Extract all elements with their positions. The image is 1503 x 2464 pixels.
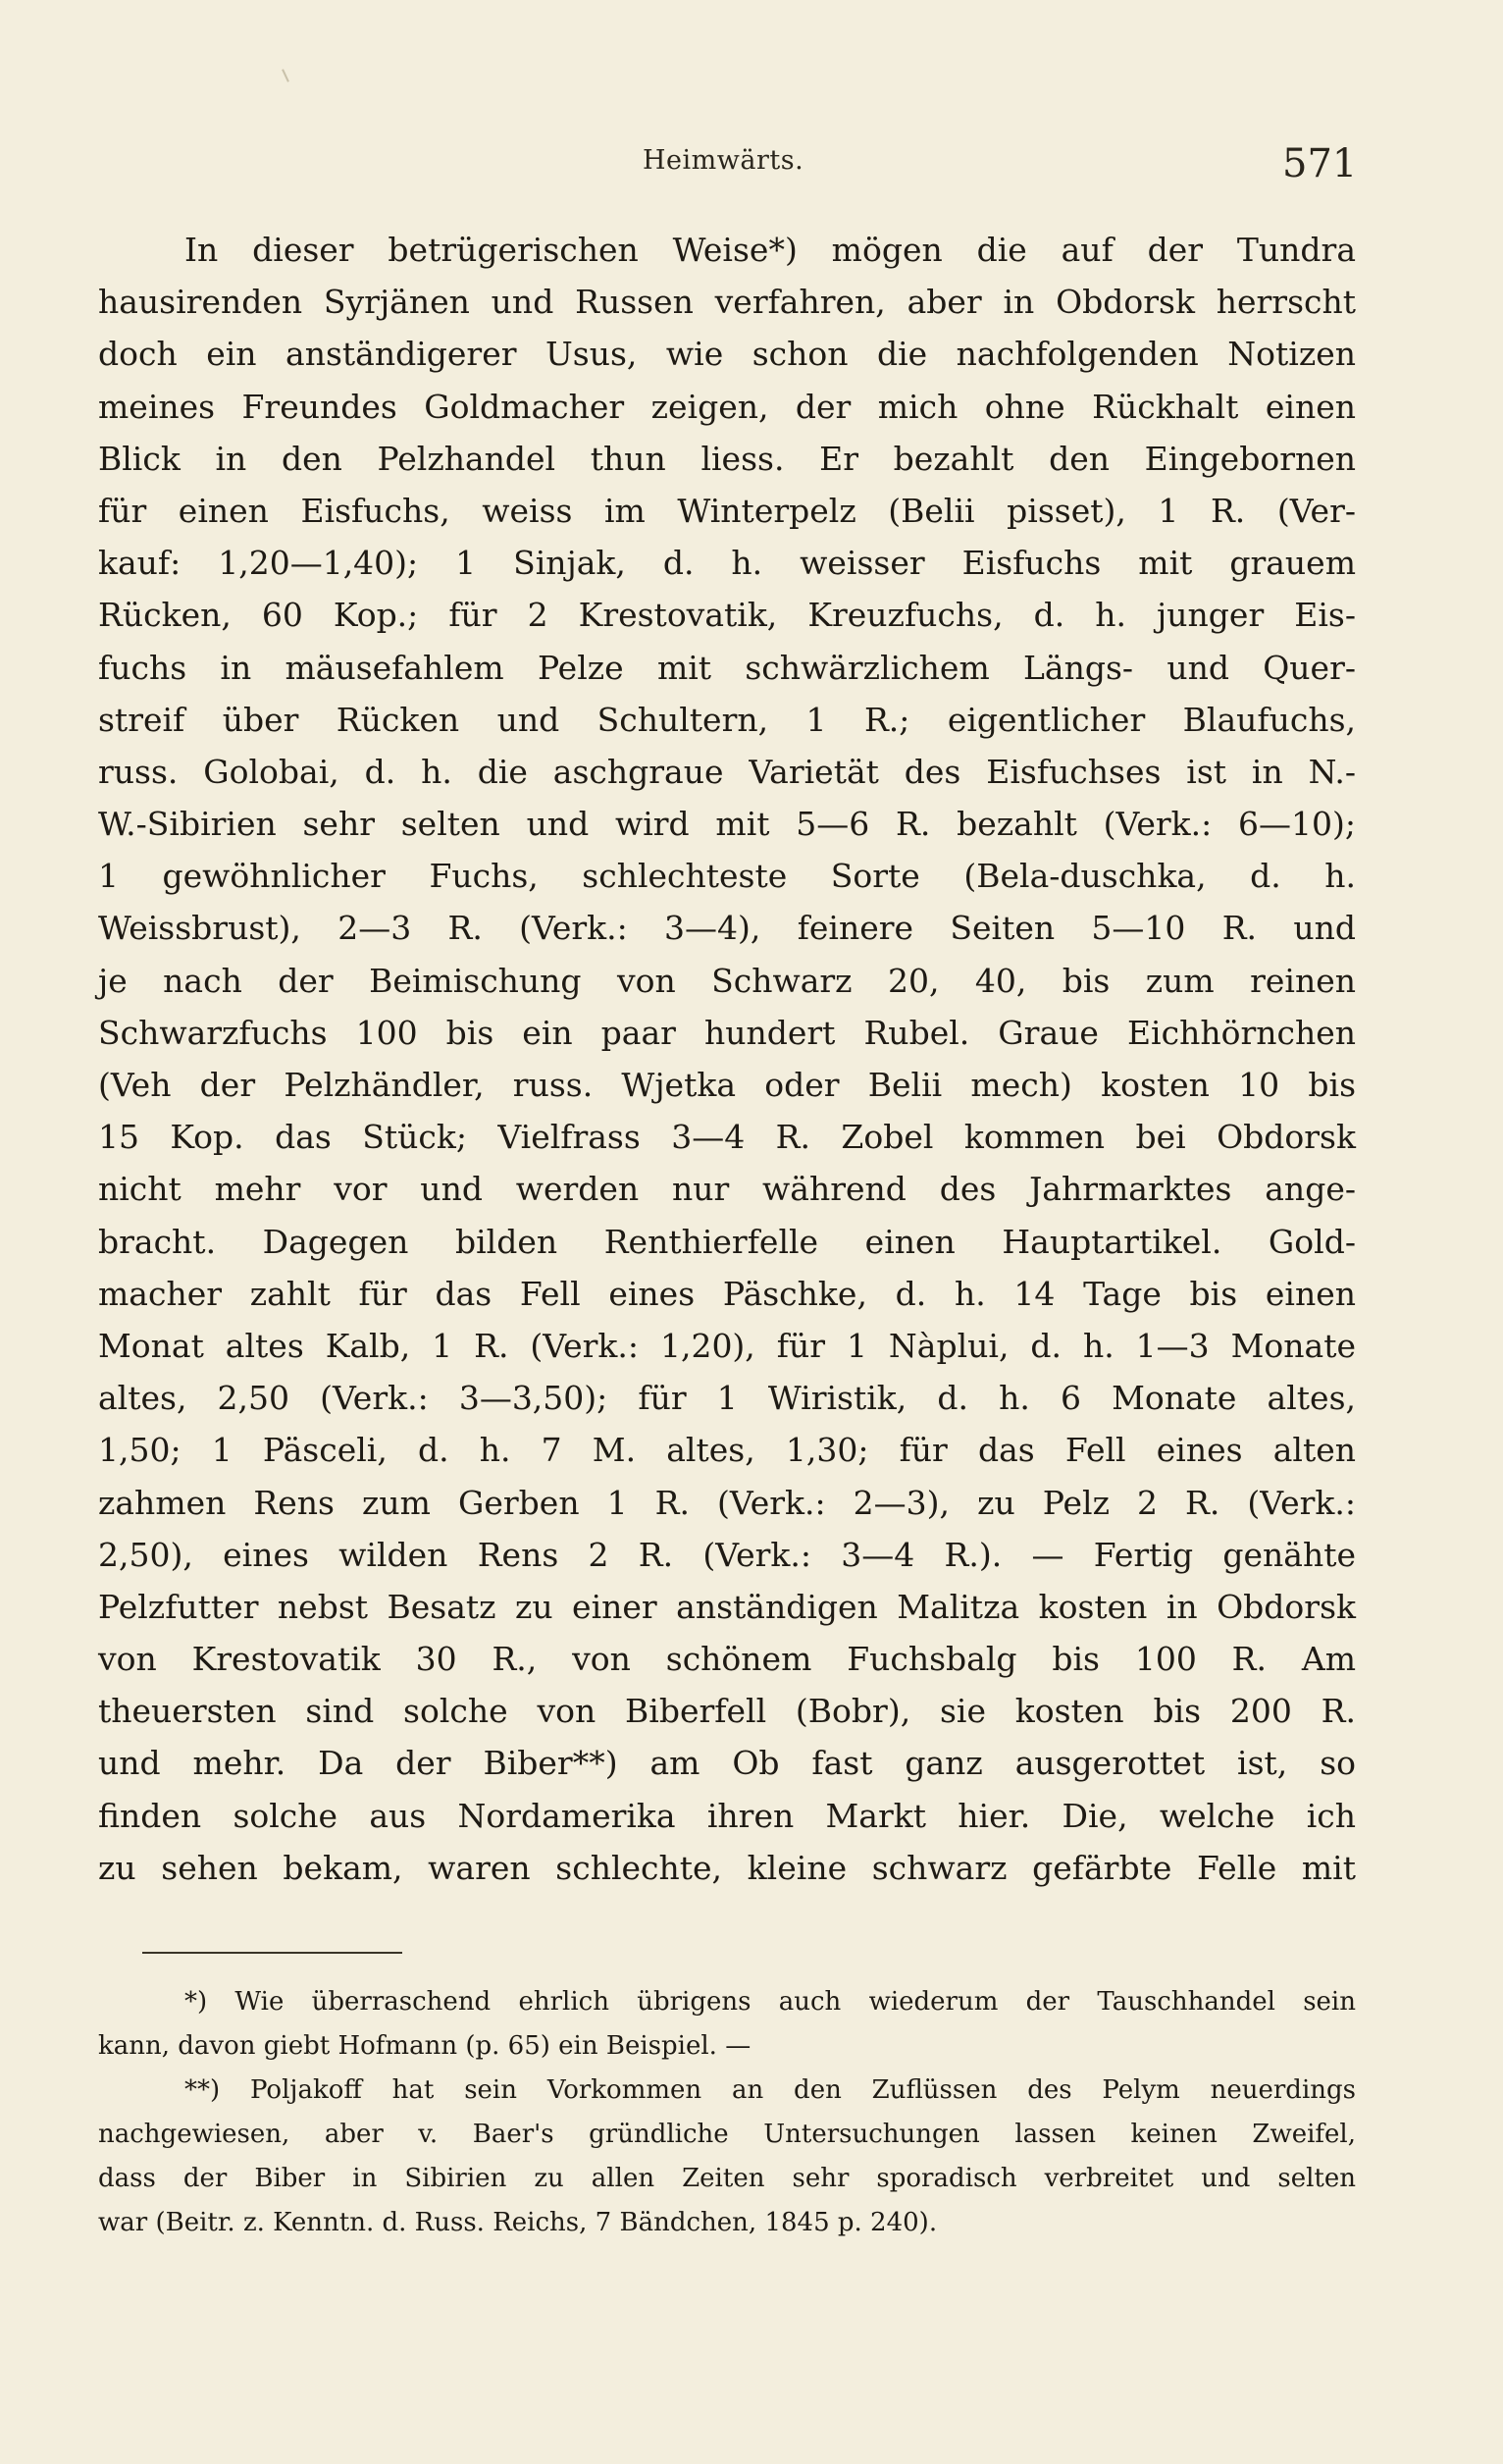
- text-line: doch ein anständigerer Usus, wie schon die nachfolgenden Notizen: [98, 335, 1356, 374]
- text-line: 1,50; 1 Päsceli, d. h. 7 M. altes, 1,30; für das Fell eines alten: [98, 1431, 1356, 1470]
- running-title: Heimwärts.: [643, 145, 804, 176]
- text-line: kauf: 1,20—1,40); 1 Sinjak, d. h. weisser Eisfuchs mit grauem: [98, 544, 1356, 583]
- footnote-line: **) Poljakoff hat sein Vorkommen an den Zuflüssen des Pelym neuerdings: [184, 2075, 1356, 2105]
- text-line: Schwarzfuchs 100 bis ein paar hundert Rubel. Graue Eichhörnchen: [98, 1013, 1356, 1052]
- text-line: (Veh der Pelzhändler, russ. Wjetka oder Belii mech) kosten 10 bis: [98, 1066, 1356, 1104]
- text-line: meines Freundes Goldmacher zeigen, der mich ohne Rückhalt einen: [98, 387, 1356, 426]
- paper-mark: [282, 69, 289, 82]
- text-line: Rücken, 60 Kop.; für 2 Krestovatik, Kreuzfuchs, d. h. junger Eis-: [98, 596, 1356, 635]
- text-line: von Krestovatik 30 R., von schönem Fuchsbalg bis 100 R. Am: [98, 1640, 1356, 1679]
- text-line: streif über Rücken und Schultern, 1 R.; eigentlicher Blaufuchs,: [98, 700, 1356, 739]
- text-line: theuersten sind solche von Biberfell (Bobr), sie kosten bis 200 R.: [98, 1692, 1356, 1731]
- text-line: zahmen Rens zum Gerben 1 R. (Verk.: 2—3), zu Pelz 2 R. (Verk.:: [98, 1483, 1356, 1522]
- text-line: 15 Kop. das Stück; Vielfrass 3—4 R. Zobel kommen bei Obdorsk: [98, 1118, 1356, 1157]
- text-line: für einen Eisfuchs, weiss im Winterpelz (Belii pisset), 1 R. (Ver-: [98, 491, 1356, 530]
- footnote-line: war (Beitr. z. Kenntn. d. Russ. Reichs, 7 Bändchen, 1845 p. 240).: [98, 2208, 938, 2237]
- text-line: 2,50), eines wilden Rens 2 R. (Verk.: 3—4 R.). — Fertig genähte: [98, 1535, 1356, 1574]
- text-line: und mehr. Da der Biber**) am Ob fast ganz ausgerottet ist, so: [98, 1744, 1356, 1783]
- text-line: W.-Sibirien sehr selten und wird mit 5—6 R. bezahlt (Verk.: 6—10);: [98, 805, 1356, 844]
- text-line: fuchs in mäusefahlem Pelze mit schwärzlichem Längs- und Quer-: [98, 648, 1356, 687]
- page-number: 571: [1282, 141, 1358, 186]
- footnote-line: nachgewiesen, aber v. Baer's gründliche Untersuchungen lassen keinen Zweifel,: [98, 2120, 1356, 2149]
- text-line: Blick in den Pelzhandel thun liess. Er bezahlt den Eingebornen: [98, 439, 1356, 478]
- text-line: russ. Golobai, d. h. die aschgraue Varietät des Eisfuchses ist in N.-: [98, 752, 1356, 791]
- body-paragraph: [98, 224, 1356, 1894]
- text-line: In dieser betrügerischen Weise*) mögen die auf der Tundra: [184, 231, 1356, 269]
- footnote-line: *) Wie überraschend ehrlich übrigens auch wiederum der Tauschhandel sein: [184, 1987, 1356, 2017]
- text-line: hausirenden Syrjänen und Russen verfahren, aber in Obdorsk herrscht: [98, 283, 1356, 322]
- text-line: macher zahlt für das Fell eines Päschke, d. h. 14 Tage bis einen: [98, 1274, 1356, 1313]
- text-line: 1 gewöhnlicher Fuchs, schlechteste Sorte (Bela-duschka, d. h.: [98, 857, 1356, 896]
- text-line: finden solche aus Nordamerika ihren Markt hier. Die, welche ich: [98, 1796, 1356, 1835]
- running-head: [98, 135, 1373, 194]
- footnotes: [98, 1980, 1356, 2245]
- text-line: nicht mehr vor und werden nur während des Jahrmarktes ange-: [98, 1170, 1356, 1209]
- text-line: Pelzfutter nebst Besatz zu einer anständigen Malitza kosten in Obdorsk: [98, 1587, 1356, 1626]
- footnote-line: dass der Biber in Sibirien zu allen Zeiten sehr sporadisch verbreitet und selten: [98, 2164, 1356, 2193]
- text-line: altes, 2,50 (Verk.: 3—3,50); für 1 Wiristik, d. h. 6 Monate altes,: [98, 1379, 1356, 1418]
- text-line: je nach der Beimischung von Schwarz 20, 40, bis zum reinen: [98, 961, 1356, 1000]
- text-line: bracht. Dagegen bilden Renthierfelle einen Hauptartikel. Gold-: [98, 1222, 1356, 1261]
- text-line: Weissbrust), 2—3 R. (Verk.: 3—4), feinere Seiten 5—10 R. und: [98, 909, 1356, 948]
- footnote-divider: [142, 1952, 402, 1954]
- text-line: Monat altes Kalb, 1 R. (Verk.: 1,20), für 1 Nàplui, d. h. 1—3 Monate: [98, 1326, 1356, 1365]
- text-line: zu sehen bekam, waren schlechte, kleine schwarz gefärbte Felle mit: [98, 1848, 1356, 1887]
- footnote-line: kann, davon giebt Hofmann (p. 65) ein Beispiel. —: [98, 2031, 752, 2061]
